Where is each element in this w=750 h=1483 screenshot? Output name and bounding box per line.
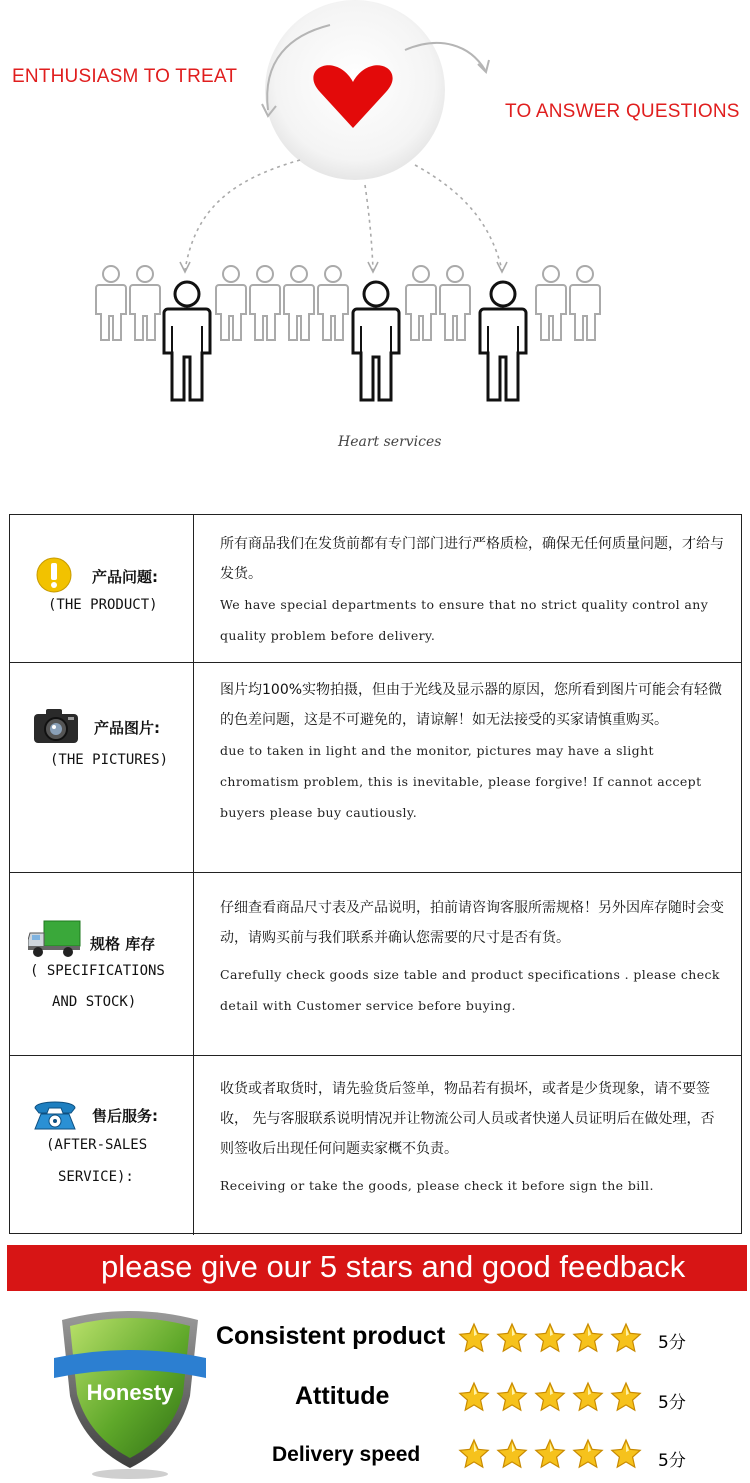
rating-stars [458, 1438, 642, 1470]
after-sales-body-zh: 收货或者取货时，请先验货后签单，物品若有损坏，或者是少货现象，请不要签收， 先与客服联系说明情况并让物流公司人员或者快递人员证明后在做处理，否则签收后出现任何问题卖家概不负责。 [220, 1081, 715, 1157]
star-icon [496, 1381, 528, 1413]
rating-score: 5分 [658, 1333, 686, 1353]
pictures-body-zh: 图片均100%实物拍摄，但由于光线及显示器的原因，您所看到图片可能会有轻微的色差问题，这是不可避免的，请谅解！如无法接受的买家请慎重购买。 [220, 682, 723, 728]
row-header-cell [10, 515, 194, 662]
star-icon [572, 1322, 604, 1354]
specifications-title-en-1: ( SPECIFICATIONS [30, 963, 165, 979]
rating-label-consistent-product: Consistent product [216, 1322, 446, 1350]
phone-icon [32, 1096, 78, 1132]
table-row-product [10, 515, 741, 663]
rating-stars [458, 1322, 642, 1354]
table-row-pictures [10, 663, 741, 873]
specifications-title-zh: 规格 库存 [90, 935, 156, 953]
row-header-cell [10, 1056, 194, 1235]
row-header-cell [10, 873, 194, 1055]
feedback-banner-text: please give our 5 stars and good feedback [101, 1249, 686, 1284]
star-icon [610, 1322, 642, 1354]
answer-text: TO ANSWER QUESTIONS [505, 101, 740, 122]
hero-section [0, 0, 750, 480]
after-sales-body-en: Receiving or take the goods, please check it before sign the bill. [220, 1178, 654, 1193]
rating-stars [458, 1381, 642, 1413]
star-icon [534, 1381, 566, 1413]
star-icon [458, 1322, 490, 1354]
row-body-cell [194, 663, 741, 872]
star-icon [572, 1381, 604, 1413]
rating-score: 5分 [658, 1451, 686, 1471]
product-body-en: We have special departments to ensure that no strict quality control any quality problem before delivery. [220, 597, 709, 643]
heart-services-caption: Heart services [338, 434, 442, 450]
product-title-zh: 产品问题: [92, 568, 158, 586]
star-icon [572, 1438, 604, 1470]
star-icon [458, 1438, 490, 1470]
star-icon [534, 1322, 566, 1354]
specifications-body-en: Carefully check goods size table and product specifications . please check detail with Customer service before buying. [220, 967, 720, 1013]
product-title-en: (THE PRODUCT) [48, 597, 158, 613]
shield-label: Honesty [86, 1380, 174, 1405]
after-sales-title-en-1: (AFTER-SALES [46, 1137, 148, 1153]
service-info-table [9, 514, 742, 1234]
camera-icon [32, 706, 80, 746]
after-sales-title-zh: 售后服务: [92, 1107, 158, 1125]
product-body-zh: 所有商品我们在发货前都有专门部门进行严格质检，确保无任何质量问题，才给与发货。 [220, 536, 724, 582]
enthusiasm-text: ENTHUSIASM TO TREAT [12, 66, 238, 87]
star-icon [610, 1438, 642, 1470]
row-body-cell [194, 1056, 741, 1235]
after-sales-title-en-2: SERVICE): [58, 1169, 134, 1185]
table-row-after-sales [10, 1056, 741, 1235]
pictures-body-en: due to taken in light and the monitor, pictures may have a slight chromatism problem, this is inevitable, please forgive! If cannot accept buyers please buy cautiously. [220, 743, 702, 820]
pictures-title-zh: 产品图片: [94, 719, 160, 737]
warning-icon [36, 557, 72, 593]
row-header-cell [10, 663, 194, 872]
star-icon [534, 1438, 566, 1470]
truck-icon [28, 917, 82, 959]
row-body-cell [194, 515, 741, 662]
rating-score: 5分 [658, 1393, 686, 1413]
star-icon [458, 1381, 490, 1413]
star-icon [496, 1438, 528, 1470]
row-body-cell [194, 873, 741, 1055]
pictures-title-en: (THE PICTURES) [50, 752, 169, 768]
feedback-banner [7, 1245, 747, 1291]
rating-label-delivery-speed: Delivery speed [272, 1443, 421, 1466]
star-icon [610, 1381, 642, 1413]
specifications-title-en-2: AND STOCK) [52, 994, 137, 1010]
rating-label-attitude: Attitude [295, 1382, 390, 1410]
specifications-body-zh: 仔细查看商品尺寸表及产品说明，拍前请咨询客服所需规格！另外因库存随时会变动，请购买前与我们联系并确认您需要的尺寸是否有货。 [220, 900, 724, 946]
table-row-specifications [10, 873, 741, 1056]
star-icon [496, 1322, 528, 1354]
honesty-shield-icon [50, 1306, 210, 1481]
